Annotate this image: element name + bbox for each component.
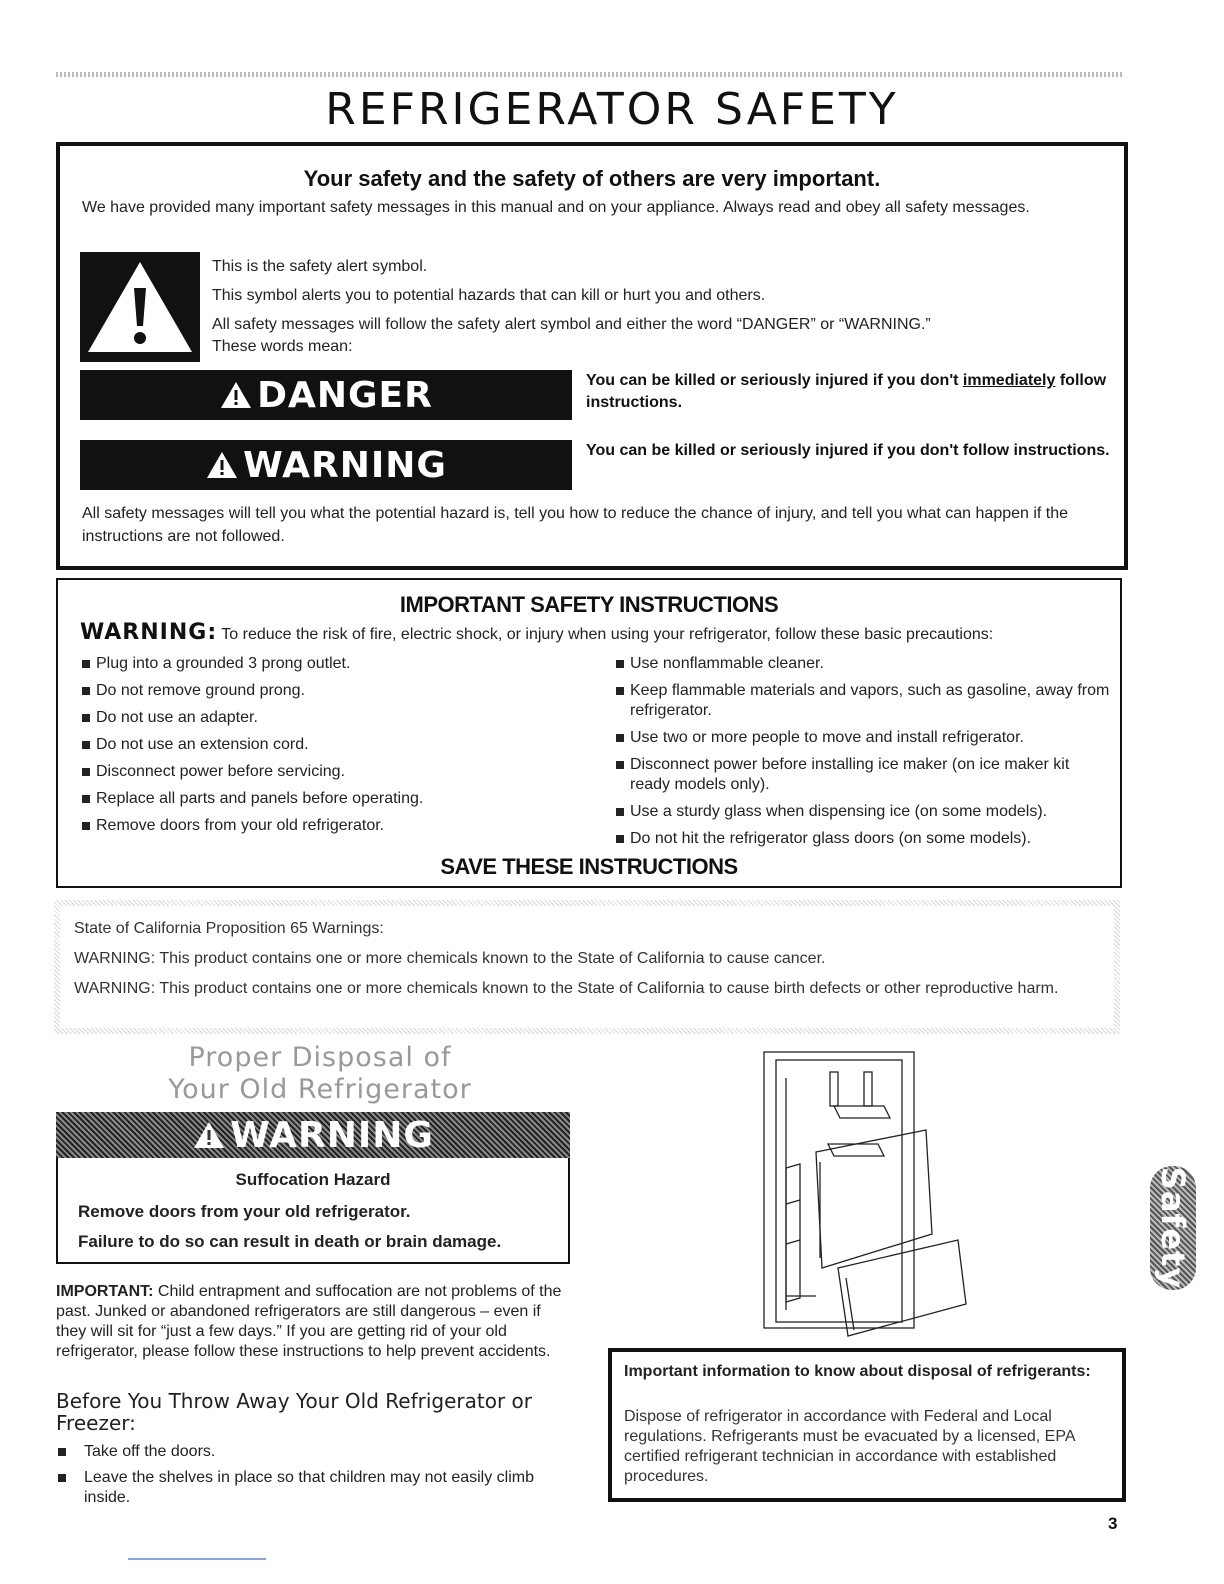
prop65-warning-box bbox=[54, 900, 1120, 1034]
instructions-warning bbox=[80, 620, 1110, 645]
list-item: Do not hit the refrigerator glass doors (on some models). bbox=[614, 829, 1110, 849]
alert-line: These words mean: bbox=[212, 338, 353, 355]
refrigerant-disposal-info-box bbox=[608, 1348, 1126, 1502]
list-item: Leave the shelves in place so that children may not easily climb inside. bbox=[56, 1468, 556, 1508]
important-safety-instructions-box bbox=[56, 578, 1122, 888]
disposal-title-line: Proper Disposal of bbox=[188, 1042, 452, 1073]
instructions-heading: IMPORTANT SAFETY INSTRUCTIONS bbox=[399, 592, 779, 617]
safety-box-heading: Your safety and the safety of others are very important. bbox=[303, 166, 881, 191]
safety-section-tab[interactable] bbox=[1150, 1166, 1196, 1290]
list-item: Use nonflammable cleaner. bbox=[614, 654, 1110, 674]
safety-message-box bbox=[56, 142, 1128, 570]
list-item: Disconnect power before installing ice maker (on ice maker kit ready models only). bbox=[614, 755, 1110, 795]
prop65-line: WARNING: This product contains one or more chemicals known to the State of California to cause birth defects or other reproductive harm. bbox=[74, 980, 1059, 997]
list-item: Use two or more people to move and install refrigerator. bbox=[614, 728, 1110, 748]
danger-emphasis: immediately bbox=[962, 372, 1056, 389]
page-title: REFRIGERATOR SAFETY bbox=[325, 84, 899, 135]
warning-meaning: You can be killed or seriously injured if you don't follow instructions. bbox=[586, 442, 1110, 459]
alert-line: This symbol alerts you to potential hazards that can kill or hurt you and others. bbox=[212, 287, 766, 304]
refrigerant-info-body: Dispose of refrigerator in accordance with Federal and Local regulations. Refrigerants must be evacuated by a licensed, EPA certified refrigerant technician in accordance with established procedures. bbox=[624, 1408, 1075, 1485]
instructions-warning-label: WARNING: bbox=[80, 620, 218, 645]
prop65-line: State of California Proposition 65 Warnings: bbox=[74, 920, 384, 937]
list-item: Remove doors from your old refrigerator. bbox=[80, 816, 580, 836]
save-instructions-label: SAVE THESE INSTRUCTIONS bbox=[440, 854, 738, 879]
precautions-left-list bbox=[80, 654, 580, 843]
instructions-warning-text: To reduce the risk of fire, electric shock, or injury when using your refrigerator, follow these basic precautions: bbox=[217, 626, 994, 643]
safety-alert-symbol-icon bbox=[80, 252, 200, 362]
refrigerator-doors-removed-illustration bbox=[756, 1048, 976, 1338]
list-item: Disconnect power before servicing. bbox=[80, 762, 580, 782]
list-item: Plug into a grounded 3 prong outlet. bbox=[80, 654, 580, 674]
suffocation-hazard-box bbox=[56, 1158, 570, 1264]
disposal-warning-signal-word bbox=[56, 1112, 570, 1158]
alert-symbol-description bbox=[212, 256, 1092, 365]
danger-signal-word bbox=[80, 370, 572, 420]
precautions-right-list bbox=[614, 654, 1110, 856]
important-label: IMPORTANT: bbox=[56, 1283, 154, 1300]
hazard-line: Remove doors from your old refrigerator. bbox=[78, 1202, 411, 1221]
prop65-line: WARNING: This product contains one or more chemicals known to the State of California to cause cancer. bbox=[74, 950, 826, 967]
safety-tab-label: Safety bbox=[1154, 1166, 1192, 1290]
disposal-steps-list bbox=[56, 1442, 556, 1514]
refrigerant-info-heading: Important information to know about disposal of refrigerants: bbox=[624, 1363, 1091, 1380]
alert-line: All safety messages will follow the safety alert symbol and either the word “DANGER” or “WARNING.” bbox=[212, 316, 931, 333]
list-item: Do not remove ground prong. bbox=[80, 681, 580, 701]
list-item: Replace all parts and panels before operating. bbox=[80, 789, 580, 809]
safety-box-footer: All safety messages will tell you what the potential hazard is, tell you how to reduce the chance of injury, and tell you what can happen if the instructions are not followed. bbox=[82, 505, 1069, 545]
before-throw-away-heading: Before You Throw Away Your Old Refrigerator or Freezer: bbox=[56, 1389, 533, 1435]
alert-triangle-icon bbox=[205, 450, 239, 480]
prop65-inner bbox=[60, 906, 1114, 1028]
important-paragraph bbox=[56, 1282, 570, 1362]
alert-triangle-icon bbox=[219, 380, 253, 410]
bottom-divider bbox=[128, 1558, 266, 1560]
alert-triangle-icon bbox=[192, 1120, 226, 1150]
danger-label: DANGER bbox=[257, 374, 433, 416]
warning-label: WARNING bbox=[243, 444, 447, 486]
hazard-heading: Suffocation Hazard bbox=[235, 1170, 391, 1189]
list-item: Keep flammable materials and vapors, such as gasoline, away from refrigerator. bbox=[614, 681, 1110, 721]
important-text: Child entrapment and suffocation are not problems of the past. Junked or abandoned refrigerators are still dangerous – even if they will sit for “just a few days.” If you are getting rid of your old refrigerator, please follow these instructions to help prevent accidents. bbox=[56, 1283, 562, 1360]
list-item: Do not use an adapter. bbox=[80, 708, 580, 728]
warning-signal-word bbox=[80, 440, 572, 490]
page-number: 3 bbox=[1108, 1514, 1118, 1533]
disposal-title-line: Your Old Refrigerator bbox=[168, 1074, 472, 1105]
disposal-warning-label: WARNING bbox=[230, 1114, 434, 1156]
safety-box-intro: We have provided many important safety messages in this manual and on your appliance. Always read and obey all safety messages. bbox=[82, 199, 1030, 216]
list-item: Use a sturdy glass when dispensing ice (on some models). bbox=[614, 802, 1110, 822]
danger-meaning: You can be killed or seriously injured if you don't immediately follow instructions. bbox=[586, 372, 1107, 411]
top-divider bbox=[56, 72, 1124, 77]
list-item: Take off the doors. bbox=[56, 1442, 556, 1462]
alert-line: This is the safety alert symbol. bbox=[212, 258, 428, 275]
hazard-line: Failure to do so can result in death or brain damage. bbox=[78, 1232, 502, 1251]
prop65-text bbox=[74, 918, 1104, 1008]
list-item: Do not use an extension cord. bbox=[80, 735, 580, 755]
disposal-title bbox=[120, 1042, 520, 1106]
